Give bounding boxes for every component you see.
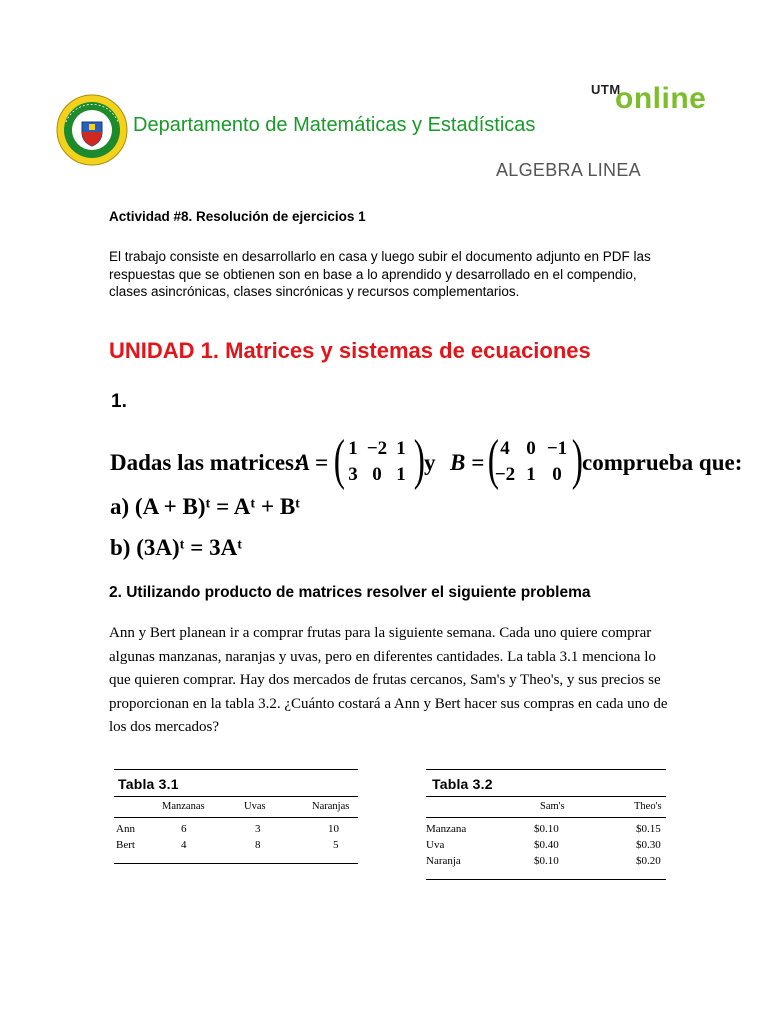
table-header: Manzanas [162, 801, 205, 812]
matrix-a-label: A = [295, 450, 328, 475]
table-cell: $0.20 [636, 855, 661, 867]
table-rule [426, 796, 666, 797]
verify-text: comprueba que: [582, 450, 743, 475]
activity-title: Actividad #8. Resolución de ejercicios 1 [109, 209, 366, 224]
university-seal-logo [56, 94, 128, 166]
table-cell: $0.10 [534, 823, 559, 835]
table-row-label: Uva [426, 839, 445, 851]
table-rule [114, 817, 358, 818]
matrix-b-cell: 0 [552, 464, 562, 485]
exercise-2-problem: Ann y Bert planean ir a comprar frutas para la siguiente semana. Cada uno quiere comprar algunas manzanas, naranjas y uvas, pero en diferentes cantidades. La tabla 3.1 menciona lo que quieren comprar. Hay dos mercados de frutas cercanos, Sam's y Theo's, y sus precios se proporcionan en la tabla 3.2. ¿Cuánto costará a Ann y Bert hacer sus compras en cada uno de los dos mercados? [109, 625, 668, 735]
table-3-1 [114, 767, 358, 867]
intro-paragraph: El trabajo consiste en desarrollarlo en casa y luego subir el documento adjunto en PDF las respuestas que se obtienen son en base a lo aprendido y desarrollado en el compendio, clases asincrónicas, clases sincrónicas y recursos complementarios. [109, 249, 651, 299]
matrix-a-cell: −2 [366, 438, 388, 459]
department-name: Departamento de Matemáticas y Estadísticas [133, 114, 536, 136]
table-rule [426, 769, 666, 770]
table-title: Tabla 3.2 [432, 776, 493, 792]
matrix-b-label: B = [450, 450, 485, 475]
table-header: Sam's [540, 801, 565, 812]
table-rule [114, 769, 358, 770]
unit-title: UNIDAD 1. Matrices y sistemas de ecuaciones [109, 338, 591, 363]
table-cell: $0.15 [636, 823, 661, 835]
subject-title: ALGEBRA LINEA [496, 160, 641, 180]
table-cell: $0.30 [636, 839, 661, 851]
table-row-label: Ann [116, 823, 135, 835]
exercise-2-title: 2. Utilizando producto de matrices resolver el siguiente problema [109, 584, 591, 601]
table-rule [426, 879, 666, 880]
table-header: Naranjas [312, 801, 350, 812]
utm-online-logo [587, 80, 722, 120]
and-text: y [424, 450, 436, 475]
matrix-b-cell: 1 [526, 464, 536, 485]
table-cell: 4 [181, 839, 187, 851]
table-cell: 10 [328, 823, 339, 835]
matrices-statement [110, 429, 743, 492]
exercise-1-part-a: a) (A + B)ᵗ = Aᵗ + Bᵗ [110, 494, 301, 519]
matrix-b-cell: −1 [546, 438, 568, 459]
utm-logo-text: UTM [591, 82, 621, 97]
table-cell: 3 [255, 823, 261, 835]
table-header: Theo's [634, 801, 662, 812]
matrix-b-cell: −2 [494, 464, 516, 485]
matrix-a [333, 429, 425, 492]
exercise-1-part-b: b) (3A)ᵗ = 3Aᵗ [110, 535, 243, 560]
right-paren: ) [571, 429, 583, 491]
table-title: Tabla 3.1 [118, 776, 179, 792]
table-header: Uvas [244, 801, 266, 812]
given-text: Dadas las matrices: [110, 450, 302, 475]
matrix-a-cell: 1 [348, 438, 358, 459]
table-rule [114, 863, 358, 864]
matrix-a-cell: 0 [372, 464, 382, 485]
table-cell: $0.10 [534, 855, 559, 867]
table-3-2 [426, 767, 666, 882]
left-paren: ( [487, 429, 499, 491]
matrix-b [487, 429, 583, 492]
table-row-label: Manzana [426, 823, 467, 835]
table-cell: 8 [255, 839, 261, 851]
table-rule [426, 817, 666, 818]
matrix-b-cell: 0 [526, 438, 536, 459]
matrix-a-cell: 3 [348, 464, 358, 485]
table-cell: $0.40 [534, 839, 559, 851]
table-row-label: Bert [116, 839, 135, 851]
table-cell: 5 [333, 839, 339, 851]
table-row-label: Naranja [426, 855, 461, 867]
left-paren: ( [333, 429, 345, 491]
matrix-b-cell: 4 [500, 438, 510, 459]
matrix-a-cell: 1 [396, 464, 406, 485]
online-logo-text: online [615, 82, 707, 115]
right-paren: ) [413, 429, 425, 491]
matrix-a-cell: 1 [396, 438, 406, 459]
table-rule [114, 796, 358, 797]
table-cell: 6 [181, 823, 187, 835]
exercise-1-number: 1. [111, 391, 127, 412]
